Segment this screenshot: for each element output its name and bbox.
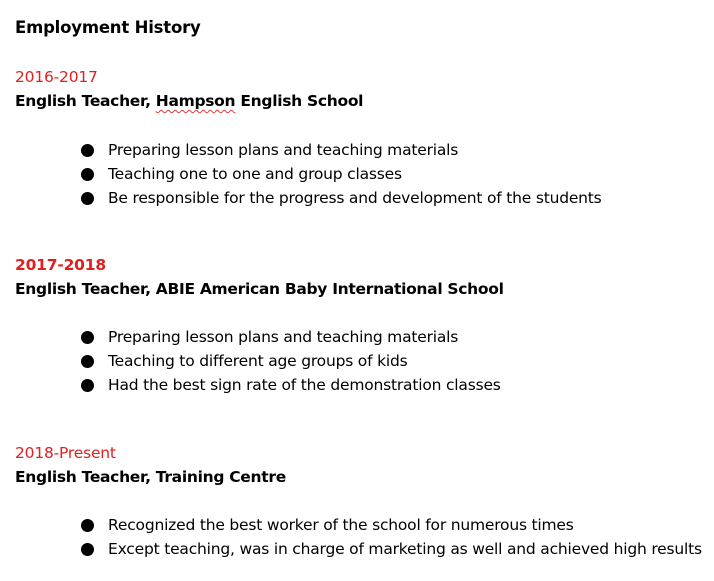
role-prefix: English Teacher,: [15, 92, 156, 110]
bullet-icon: [81, 379, 94, 392]
list-item-text: Recognized the best worker of the school for numerous times: [108, 516, 574, 534]
list-item-text: Preparing lesson plans and teaching materials: [108, 141, 459, 159]
entry-period: 2016-2017: [15, 68, 98, 86]
section-heading: Employment History: [15, 18, 201, 37]
entry-period: 2017-2018: [15, 256, 106, 274]
list-item: [80, 186, 602, 210]
bullet-icon: [81, 355, 94, 368]
bullet-icon: [81, 192, 94, 205]
list-item-text: Preparing lesson plans and teaching materials: [108, 328, 459, 346]
list-item-text: Except teaching, was in charge of marketing as well and achieved high results: [108, 540, 702, 558]
entry-role: English Teacher, ABIE American Baby International School: [15, 280, 504, 298]
list-item-text: Teaching one to one and group classes: [108, 165, 402, 183]
bullet-list: [80, 325, 501, 397]
bullet-icon: [81, 543, 94, 556]
employer-name-rest: English School: [235, 92, 364, 110]
list-item: [80, 373, 501, 397]
list-item: [80, 349, 501, 373]
bullet-list: [80, 138, 602, 210]
list-item-text: Had the best sign rate of the demonstration classes: [108, 376, 501, 394]
list-item-text: Be responsible for the progress and development of the students: [108, 189, 602, 207]
entry-role: English Teacher, Training Centre: [15, 468, 286, 486]
entry-period: 2018-Present: [15, 444, 116, 462]
list-item: [80, 513, 702, 537]
bullet-list: [80, 513, 702, 561]
list-item: [80, 325, 501, 349]
list-item-text: Teaching to different age groups of kids: [108, 352, 408, 370]
list-item: [80, 537, 702, 561]
bullet-icon: [81, 331, 94, 344]
list-item: [80, 162, 602, 186]
employer-name-misspelled: Hampson: [155, 92, 236, 110]
entry-role: [15, 92, 363, 110]
bullet-icon: [81, 144, 94, 157]
bullet-icon: [81, 519, 94, 532]
list-item: [80, 138, 602, 162]
bullet-icon: [81, 168, 94, 181]
